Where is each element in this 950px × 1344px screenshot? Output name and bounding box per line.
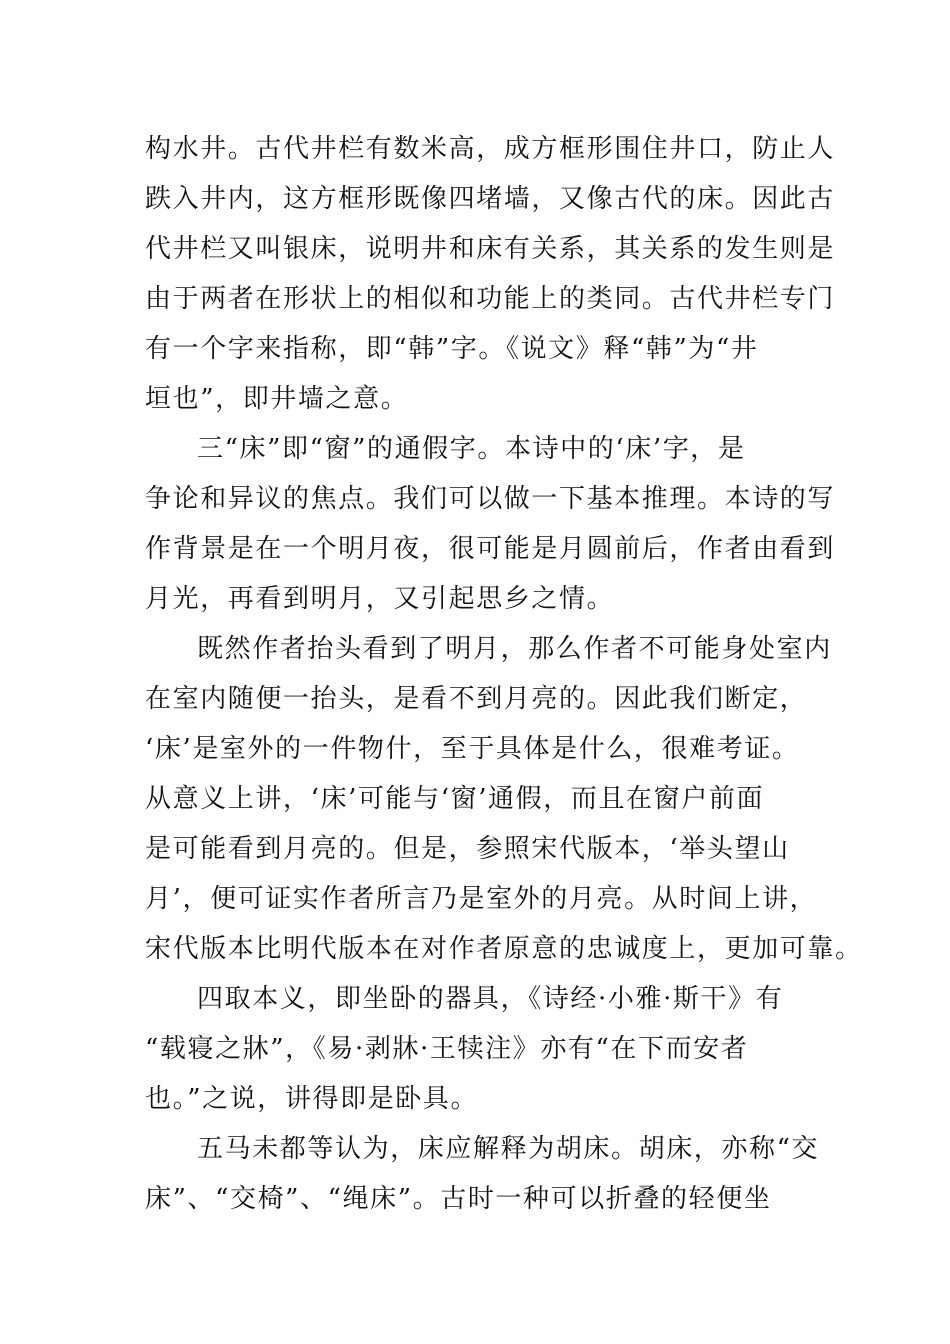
text-line: 作背景是在一个明月夜，很可能是月圆前后，作者由看到: [145, 534, 836, 564]
text-line: 构水井。古代井栏有数米高，成方框形围住井口，防止人: [145, 134, 836, 164]
text-line: 垣也”，即井墙之意。: [145, 384, 409, 414]
text-line: “载寝之牀”，《易·剥牀·王犊注》亦有“在下而安者: [145, 1034, 749, 1064]
text-line: 由于两者在形状上的相似和功能上的类同。古代井栏专门: [145, 284, 836, 314]
text-line: 在室内随便一抬头，是看不到月亮的。因此我们断定，: [145, 684, 808, 714]
paragraph-start-line: 既然作者抬头看到了明月，那么作者不可能身处室内: [197, 634, 832, 664]
paragraph-start-line: 四取本义，即坐卧的器具，《诗经·小雅·斯干》有: [197, 984, 784, 1014]
text-line: ‘床’是室外的一件物什，至于具体是什么，很难考证。: [145, 734, 800, 764]
text-line: 是可能看到月亮的。但是，参照宋代版本，‘举头望山: [145, 834, 790, 864]
body-text: [145, 124, 863, 1224]
text-line: 争论和异议的焦点。我们可以做一下基本推理。本诗的写: [145, 484, 836, 514]
paragraph-start-line: 三“床”即“窗”的通假字。本诗中的‘床’字，是: [197, 434, 746, 464]
text-line: 月光，再看到明月，又引起思乡之情。: [145, 584, 615, 614]
paragraph-start-line: 五马未都等认为，床应解释为胡床。胡床，亦称“交: [197, 1134, 820, 1164]
text-line: 代井栏又叫银床，说明井和床有关系，其关系的发生则是: [145, 234, 836, 264]
text-line: 也。”之说，讲得即是卧具。: [145, 1084, 479, 1114]
text-line: 月’，便可证实作者所言乃是室外的月亮。从时间上讲，: [145, 884, 818, 914]
text-line: 宋代版本比明代版本在对作者原意的忠诚度上，更加可靠。: [145, 934, 863, 964]
text-line: 跌入井内，这方框形既像四堵墙，又像古代的床。因此古: [145, 184, 836, 214]
text-line: 从意义上讲，‘床’可能与‘窗’通假，而且在窗户前面: [145, 784, 765, 814]
text-line: 床”、“交椅”、“绳床”。古时一种可以折叠的轻便坐: [145, 1184, 772, 1214]
text-line: 有一个字来指称，即“韩”字。《说文》释“韩”为“井: [145, 334, 759, 364]
